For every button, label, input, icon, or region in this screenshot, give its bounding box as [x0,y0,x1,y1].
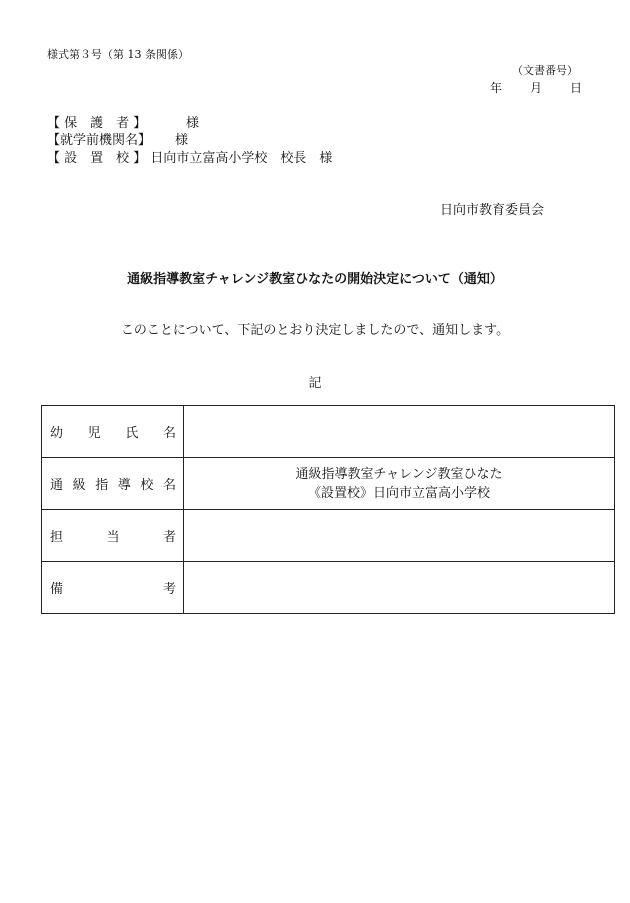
date-year: 年 [489,81,502,95]
date-line [490,79,582,96]
remarks-value [184,562,615,614]
school-name-value-line: 通級指導教室チャレンジ教室ひなた [295,466,503,482]
addressee-guardian-honorific: 様 [186,116,200,131]
date-day: 日 [569,81,582,95]
child-name-label-char: 幼 [50,426,64,441]
person-in-charge-label-char: 担 [50,530,64,545]
person-in-charge-label-char: 当 [106,530,120,545]
ki-heading: 記 [308,376,322,391]
document-title: 通級指導教室チャレンジ教室ひなたの開始決定について（通知） [127,272,503,287]
school-name-label-char: 通 [50,478,64,493]
document-number: （文書番号） [512,64,578,77]
school-name-value [184,458,615,510]
school-name-label-char: 導 [117,478,131,493]
person-in-charge-value [184,510,615,562]
addressee-school-label: 【 設 置 校 】 [47,151,147,166]
addressee-preschool-honorific: 様 [175,133,189,148]
child-name-label-char: 氏 [125,426,139,441]
person-in-charge-label [42,510,184,562]
school-name-label-char: 校 [140,478,154,493]
addressee-guardian-label: 【 保 護 者 】 [47,116,147,131]
remarks-label [42,562,184,614]
school-name-value-line: 《設置校》日向市立富高小学校 [307,485,490,501]
child-name-label-char: 名 [162,426,176,441]
table-row-remarks [42,562,615,614]
child-name-label [42,406,184,458]
table-row-school-name [42,458,615,510]
table-row-child-name [42,406,615,458]
remarks-label-char: 考 [162,582,176,597]
addressee-school-value: 日向市立富高小学校 校長 様 [150,151,333,166]
school-name-label-char: 級 [72,478,86,493]
date-month: 月 [529,81,542,95]
form-number: 様式第３号（第 13 条関係） [47,48,189,61]
table-row-person-in-charge [42,510,615,562]
issuer: 日向市教育委員会 [439,203,544,218]
addressee-preschool-label: 【就学前機関名】 [47,133,152,148]
addressee-school [47,147,332,166]
child-name-value [184,406,615,458]
remarks-label-char: 備 [50,582,64,597]
info-table [41,405,615,614]
child-name-label-char: 児 [87,426,101,441]
school-name-label-char: 指 [95,478,109,493]
school-name-label [42,458,184,510]
school-name-label-char: 名 [162,478,176,493]
addressee-preschool [47,129,151,148]
body-text: このことについて、下記のとおり決定しましたので、通知します。 [120,323,510,338]
person-in-charge-label-char: 者 [162,530,176,545]
